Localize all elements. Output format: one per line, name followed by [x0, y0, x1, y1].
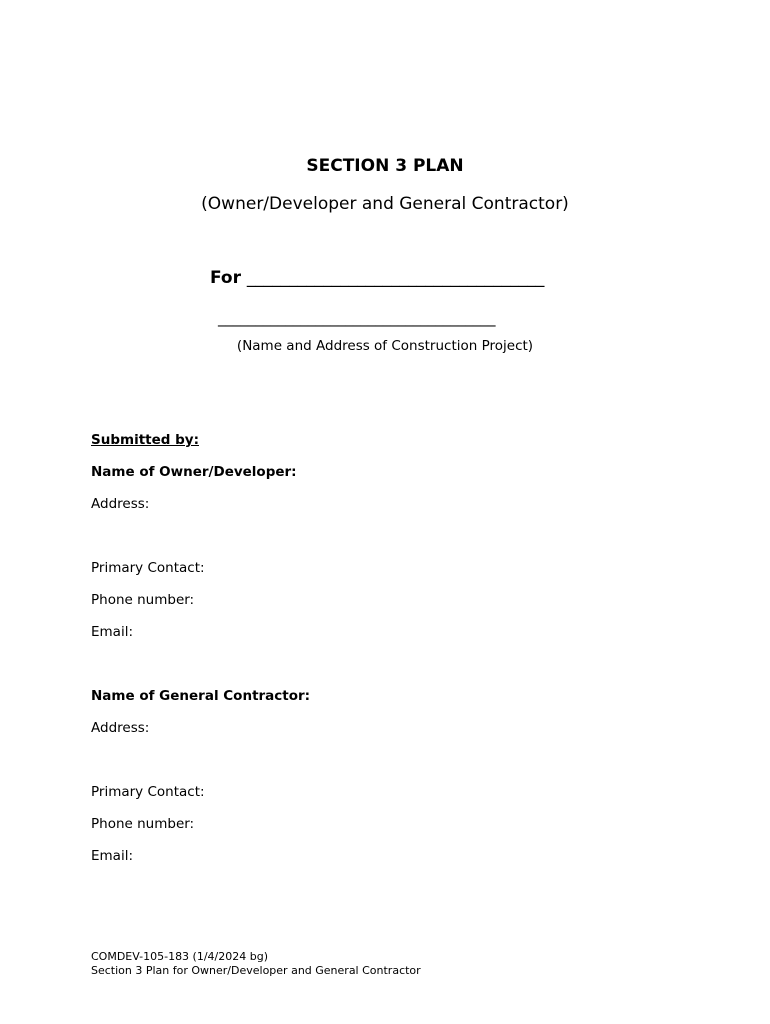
- gc-phone-label: Phone number:: [91, 816, 195, 832]
- submitted-by-heading: Submitted by:: [91, 432, 199, 448]
- gc-contact-label: Primary Contact:: [91, 784, 205, 800]
- owner-email-label: Email:: [91, 624, 134, 640]
- document-subtitle: (Owner/Developer and General Contractor): [201, 194, 569, 214]
- project-address-blank[interactable]: _____________________________________: [218, 309, 496, 327]
- footer: [91, 950, 421, 978]
- owner-address-label: Address:: [91, 496, 150, 512]
- gc-name-label: Name of General Contractor:: [91, 688, 311, 704]
- project-caption: (Name and Address of Construction Project): [236, 338, 534, 354]
- gc-email-label: Email:: [91, 848, 134, 864]
- for-label: For: [210, 268, 241, 288]
- project-for-line: [210, 268, 544, 288]
- footer-form-title: Section 3 Plan for Owner/Developer and General Contractor: [91, 964, 421, 977]
- owner-contact-label: Primary Contact:: [91, 560, 205, 576]
- owner-phone-label: Phone number:: [91, 592, 195, 608]
- owner-name-label: Name of Owner/Developer:: [91, 464, 297, 480]
- gc-address-label: Address:: [91, 720, 150, 736]
- footer-form-id: COMDEV-105-183 (1/4/2024 bg): [91, 950, 269, 963]
- project-name-blank[interactable]: ___________________________________: [246, 268, 545, 288]
- document-title: SECTION 3 PLAN: [306, 156, 464, 176]
